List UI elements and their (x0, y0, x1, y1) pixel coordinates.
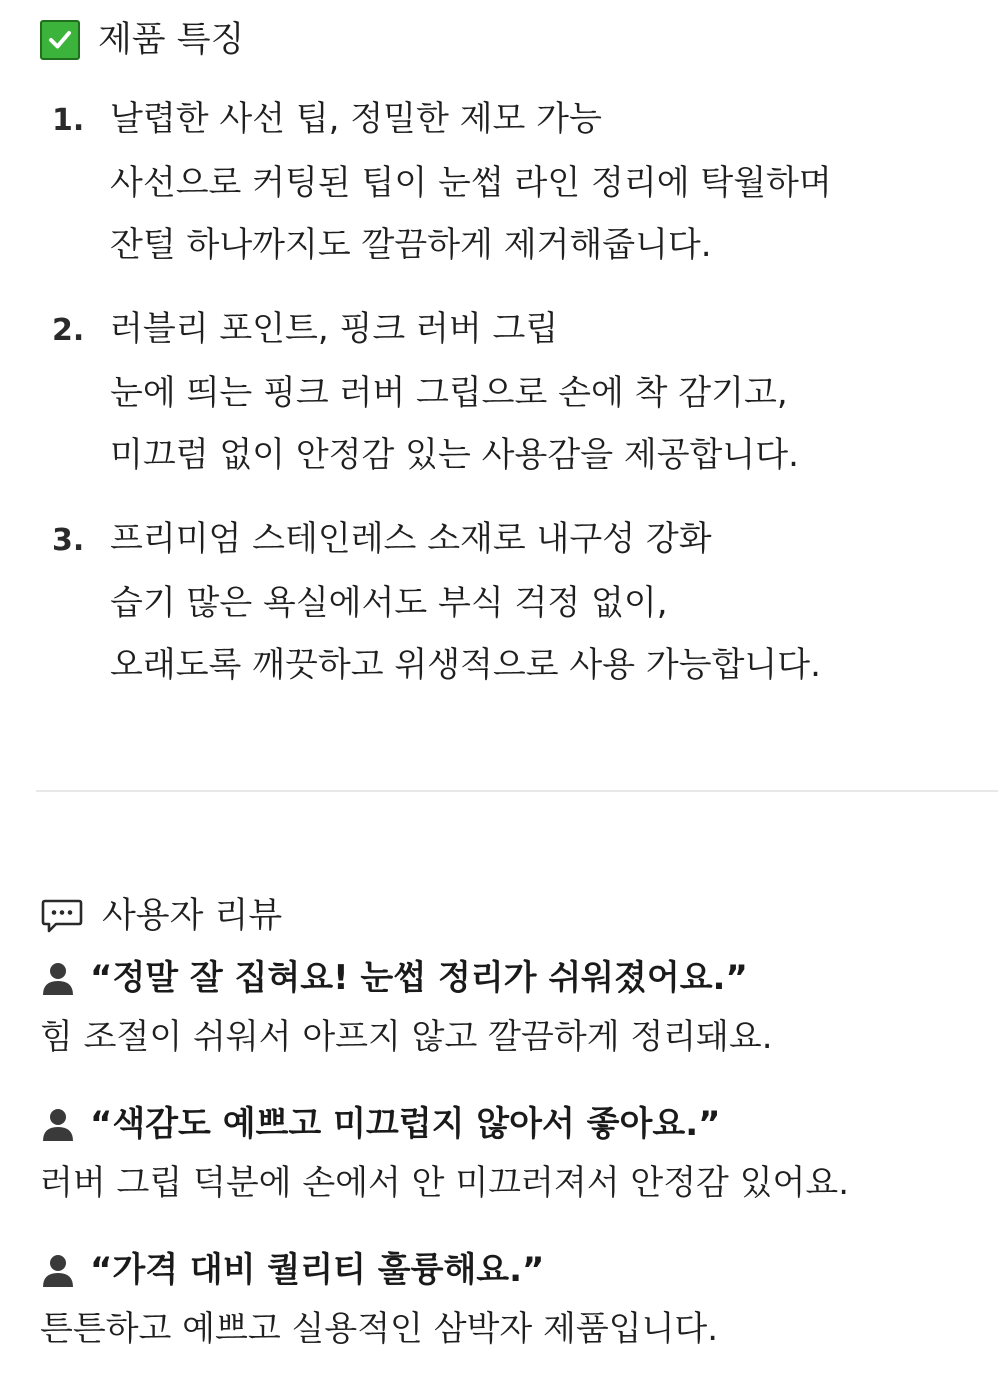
feature-title: 날렵한 사선 팁, 정밀한 제모 가능 (110, 99, 602, 139)
person-silhouette-icon (40, 960, 76, 996)
review-head (40, 1252, 544, 1288)
review-quote: “가격 대비 퀄리티 훌륭해요.” (90, 1250, 545, 1290)
review-body: 힘 조절이 쉬워서 아프지 않고 깔끔하게 정리돼요. (40, 1017, 773, 1057)
review-body: 러버 그립 덕분에 손에서 안 미끄러져서 안정감 있어요. (40, 1163, 850, 1203)
person-silhouette-icon (40, 1252, 76, 1288)
section-divider (36, 790, 998, 792)
feature-number: 1. (52, 103, 85, 138)
feature-description-line: 눈에 띄는 핑크 러버 그립으로 손에 착 감기고, (110, 373, 788, 413)
feature-description-line: 습기 많은 욕실에서도 부식 걱정 없이, (110, 583, 668, 623)
review-head (40, 1106, 720, 1142)
feature-description-line: 잔털 하나까지도 깔끔하게 제거해줍니다. (110, 225, 712, 265)
review-body: 튼튼하고 예쁘고 실용적인 삼박자 제품입니다. (40, 1309, 719, 1349)
check-mark-box-icon (40, 20, 80, 60)
feature-description-line: 미끄럼 없이 안정감 있는 사용감을 제공합니다. (110, 435, 799, 475)
speech-bubble-icon (40, 896, 84, 936)
feature-description-line: 오래도록 깨끗하고 위생적으로 사용 가능합니다. (110, 645, 821, 685)
reviews-title: 사용자 리뷰 (102, 895, 283, 936)
review-quote: “정말 잘 집혀요! 눈썹 정리가 쉬워졌어요.” (90, 958, 748, 998)
review-head (40, 960, 748, 996)
person-silhouette-icon (40, 1106, 76, 1142)
feature-number: 2. (52, 313, 85, 348)
feature-title: 프리미엄 스테인레스 소재로 내구성 강화 (110, 519, 712, 559)
features-header (40, 20, 244, 60)
feature-title: 러블리 포인트, 핑크 러버 그립 (110, 309, 559, 349)
feature-number: 3. (52, 523, 85, 558)
feature-description-line: 사선으로 커팅된 팁이 눈썹 라인 정리에 탁월하며 (110, 163, 832, 203)
reviews-header (40, 896, 282, 936)
features-title: 제품 특징 (98, 19, 245, 60)
review-quote: “색감도 예쁘고 미끄럽지 않아서 좋아요.” (90, 1104, 721, 1144)
